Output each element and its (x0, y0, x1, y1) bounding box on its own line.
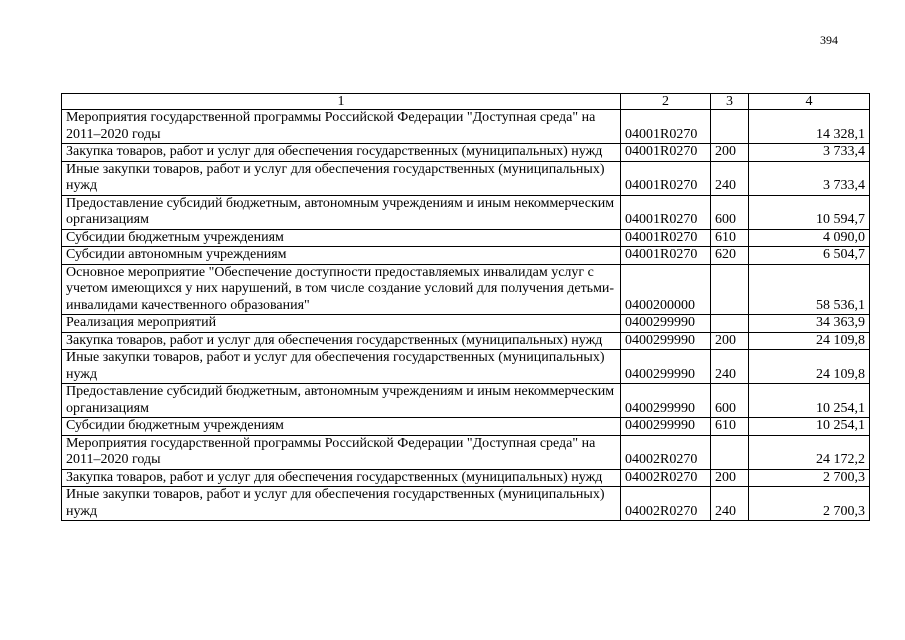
cell-target-code: 0400299990 (621, 384, 711, 418)
table-row (62, 350, 870, 384)
cell-name: Закупка товаров, работ и услуг для обеспечения государственных (муниципальных) нужд (62, 469, 621, 487)
table-row (62, 195, 870, 229)
cell-expense-type: 240 (711, 350, 749, 384)
cell-name: Иные закупки товаров, работ и услуг для обеспечения государственных (муниципальных) нужд (62, 350, 621, 384)
table-row (62, 247, 870, 265)
table-row (62, 110, 870, 144)
cell-name: Мероприятия государственной программы Российской Федерации "Доступная среда" на 2011–2020 годы (62, 435, 621, 469)
cell-target-code: 0400299990 (621, 418, 711, 436)
cell-amount: 2 700,3 (749, 469, 870, 487)
table-row (62, 332, 870, 350)
cell-amount: 2 700,3 (749, 487, 870, 521)
cell-expense-type: 610 (711, 418, 749, 436)
table-row (62, 144, 870, 162)
table-row (62, 435, 870, 469)
cell-target-code: 0400299990 (621, 350, 711, 384)
cell-expense-type: 200 (711, 332, 749, 350)
cell-name: Реализация мероприятий (62, 315, 621, 333)
cell-name: Иные закупки товаров, работ и услуг для обеспечения государственных (муниципальных) нужд (62, 161, 621, 195)
cell-target-code: 04001R0270 (621, 110, 711, 144)
cell-amount: 24 109,8 (749, 332, 870, 350)
cell-name: Субсидии автономным учреждениям (62, 247, 621, 265)
table-row (62, 487, 870, 521)
budget-table (61, 93, 870, 521)
table-row (62, 418, 870, 436)
page-number: 394 (820, 33, 838, 47)
cell-amount: 14 328,1 (749, 110, 870, 144)
table-row (62, 264, 870, 315)
cell-name: Мероприятия государственной программы Российской Федерации "Доступная среда" на 2011–2020 годы (62, 110, 621, 144)
cell-target-code: 0400299990 (621, 315, 711, 333)
cell-amount: 3 733,4 (749, 144, 870, 162)
table-body (62, 110, 870, 521)
cell-target-code: 0400200000 (621, 264, 711, 315)
cell-name: Закупка товаров, работ и услуг для обеспечения государственных (муниципальных) нужд (62, 332, 621, 350)
cell-expense-type: 620 (711, 247, 749, 265)
cell-expense-type (711, 264, 749, 315)
cell-amount: 10 254,1 (749, 384, 870, 418)
cell-expense-type (711, 315, 749, 333)
cell-amount: 6 504,7 (749, 247, 870, 265)
cell-expense-type: 200 (711, 469, 749, 487)
column-header-name: 1 (62, 94, 621, 110)
cell-amount: 10 254,1 (749, 418, 870, 436)
table-row (62, 161, 870, 195)
cell-amount: 4 090,0 (749, 229, 870, 247)
table-row (62, 384, 870, 418)
cell-target-code: 04002R0270 (621, 469, 711, 487)
cell-name: Иные закупки товаров, работ и услуг для обеспечения государственных (муниципальных) нужд (62, 487, 621, 521)
cell-name: Закупка товаров, работ и услуг для обеспечения государственных (муниципальных) нужд (62, 144, 621, 162)
table-row (62, 469, 870, 487)
cell-amount: 3 733,4 (749, 161, 870, 195)
cell-name: Субсидии бюджетным учреждениям (62, 418, 621, 436)
cell-expense-type: 200 (711, 144, 749, 162)
cell-name: Основное мероприятие "Обеспечение доступности предоставляемых инвалидам услуг с учетом имеющихся у них нарушений, в том числе создание условий для получения детьми-инвалидами качественного образования" (62, 264, 621, 315)
column-header-type: 3 (711, 94, 749, 110)
cell-target-code: 0400299990 (621, 332, 711, 350)
table-row (62, 315, 870, 333)
cell-amount: 10 594,7 (749, 195, 870, 229)
cell-expense-type: 240 (711, 487, 749, 521)
cell-target-code: 04001R0270 (621, 247, 711, 265)
table-row (62, 229, 870, 247)
cell-target-code: 04001R0270 (621, 195, 711, 229)
column-header-amount: 4 (749, 94, 870, 110)
cell-amount: 58 536,1 (749, 264, 870, 315)
column-header-code: 2 (621, 94, 711, 110)
cell-name: Субсидии бюджетным учреждениям (62, 229, 621, 247)
cell-name: Предоставление субсидий бюджетным, автономным учреждениям и иным некоммерческим организациям (62, 384, 621, 418)
cell-amount: 34 363,9 (749, 315, 870, 333)
cell-expense-type: 240 (711, 161, 749, 195)
cell-target-code: 04002R0270 (621, 487, 711, 521)
cell-target-code: 04001R0270 (621, 229, 711, 247)
table-header-row (62, 94, 870, 110)
cell-expense-type: 600 (711, 384, 749, 418)
cell-expense-type: 600 (711, 195, 749, 229)
cell-target-code: 04001R0270 (621, 144, 711, 162)
cell-target-code: 04002R0270 (621, 435, 711, 469)
cell-expense-type (711, 435, 749, 469)
cell-expense-type (711, 110, 749, 144)
cell-expense-type: 610 (711, 229, 749, 247)
cell-name: Предоставление субсидий бюджетным, автономным учреждениям и иным некоммерческим организациям (62, 195, 621, 229)
cell-amount: 24 172,2 (749, 435, 870, 469)
cell-target-code: 04001R0270 (621, 161, 711, 195)
cell-amount: 24 109,8 (749, 350, 870, 384)
